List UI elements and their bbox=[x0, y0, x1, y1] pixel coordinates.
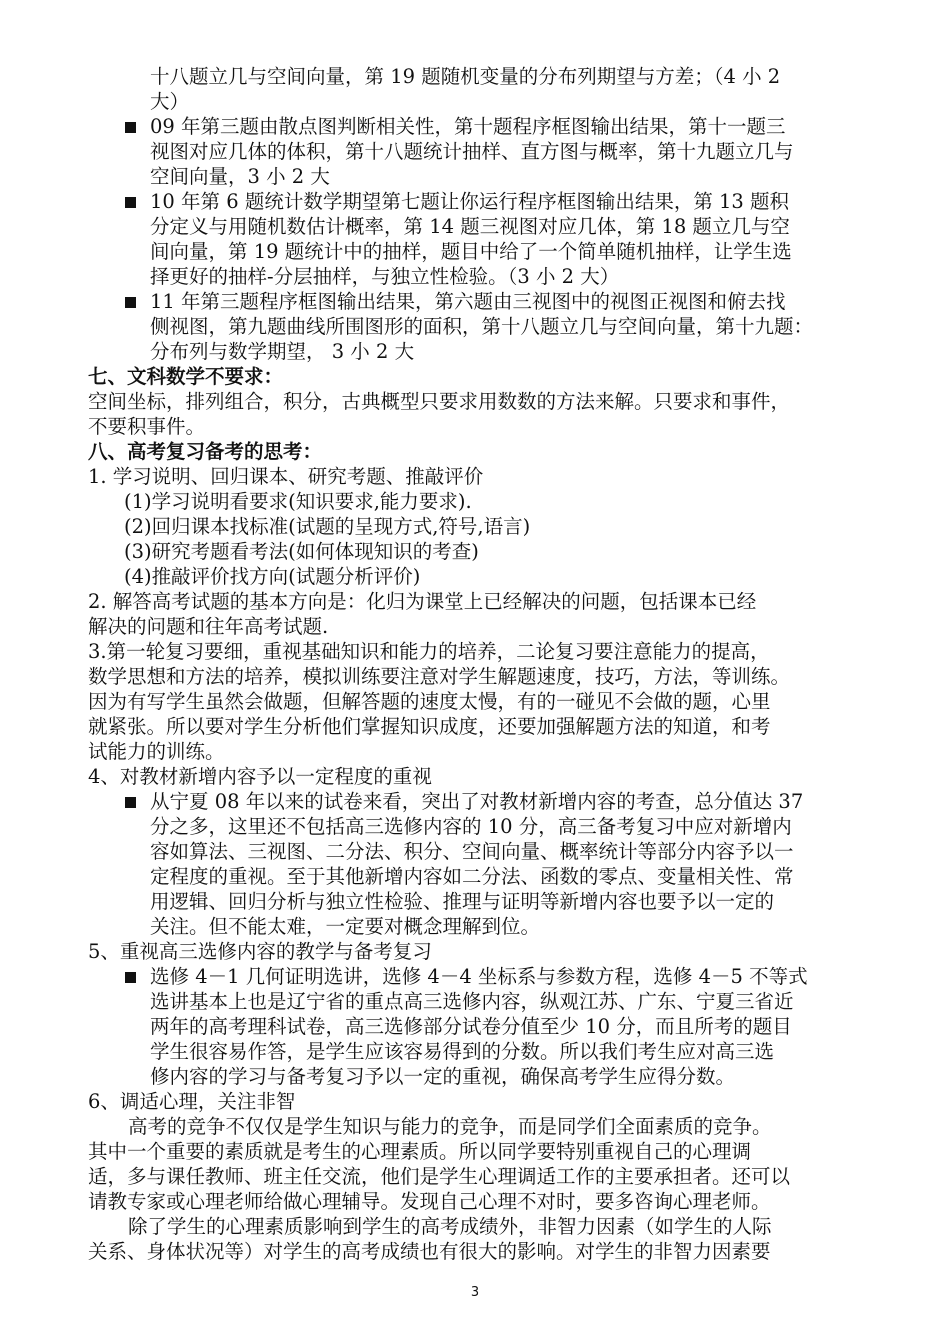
text-line: 分布列与数学期望， 3 小 2 大 bbox=[150, 340, 415, 363]
square-bullet-icon bbox=[125, 122, 136, 133]
paragraph-line: 其中一个重要的素质就是考生的心理素质。所以同学要特别重视自己的心理调 bbox=[88, 1140, 752, 1163]
text-line: 解决的问题和往年高考试题. bbox=[88, 615, 329, 638]
text-line: 视图对应几体的体积，第十八题统计抽样、直方图与概率，第十九题立几与 bbox=[150, 140, 794, 163]
page-number: 3 bbox=[470, 1285, 480, 1300]
text-line: 10 年第 6 题统计数学期望第七题让你运行程序框图输出结果，第 13 题积 bbox=[150, 190, 790, 213]
paragraph-line: 关系、身体状况等）对学生的高考成绩也有很大的影响。对学生的非智力因素要 bbox=[88, 1240, 771, 1263]
list-item bbox=[88, 964, 878, 1089]
text-line: 就紧张。所以要对学生分析他们掌握知识成度，还要加强解题方法的知道，和考 bbox=[88, 715, 771, 738]
text-line: 11 年第三题程序框图输出结果，第六题由三视图中的视图正视图和俯去找 bbox=[150, 290, 786, 313]
text-line: 空间向量，3 小 2 大 bbox=[150, 165, 330, 188]
numbered-item: 6、调适心理，关注非智 bbox=[88, 1090, 296, 1113]
text-line: 空间坐标，排列组合，积分，古典概型只要求用数数的方法来解。只要求和事件， bbox=[88, 390, 791, 413]
text-line: 选修 4－1 几何证明选讲，选修 4－4 坐标系与参数方程，选修 4－5 不等式 bbox=[150, 965, 808, 988]
sub-item: (1)学习说明看要求(知识要求,能力要求). bbox=[124, 490, 472, 513]
text-line: 不要积事件。 bbox=[88, 415, 206, 438]
text-line: 定程度的重视。至于其他新增内容如二分法、函数的零点、变量相关性、常 bbox=[150, 865, 794, 888]
text-line: 侧视图，第九题曲线所围图形的面积，第十八题立几与空间向量，第十九题： bbox=[150, 315, 814, 338]
paragraph-line: 除了学生的心理素质影响到学生的高考成绩外，非智力因素（如学生的人际 bbox=[128, 1215, 772, 1238]
sub-item: (3)研究考题看考法(如何体现知识的考查) bbox=[124, 540, 479, 563]
list-item bbox=[88, 64, 878, 114]
numbered-item: 4、对教材新增内容予以一定程度的重视 bbox=[88, 765, 432, 788]
list-item bbox=[88, 189, 878, 289]
text-line: 用逻辑、回归分析与独立性检验、推理与证明等新增内容也要予以一定的 bbox=[150, 890, 775, 913]
text-line: 间向量，第 19 题统计中的抽样，题目中给了一个简单随机抽样，让学生选 bbox=[150, 240, 792, 263]
paragraph-line: 请教专家或心理老师给做心理辅导。发现自己心理不对时，要多咨询心理老师。 bbox=[88, 1190, 771, 1213]
square-bullet-icon bbox=[125, 972, 136, 983]
paragraph-line: 适，多与课任教师、班主任交流，他们是学生心理调适工作的主要承担者。还可以 bbox=[88, 1165, 791, 1188]
text-line: 关注。但不能太难，一定要对概念理解到位。 bbox=[150, 915, 541, 938]
square-bullet-icon bbox=[125, 197, 136, 208]
text-line: 试能力的训练。 bbox=[88, 740, 225, 763]
text-line: 09 年第三题由散点图判断相关性，第十题程序框图输出结果，第十一题三 bbox=[150, 115, 786, 138]
sub-item: (2)回归课本找标准(试题的呈现方式,符号,语言) bbox=[124, 515, 531, 538]
text-line: 十八题立几与空间向量，第 19 题随机变量的分布列期望与方差；（4 小 2 bbox=[150, 65, 781, 88]
numbered-item: 1. 学习说明、回归课本、研究考题、推敲评价 bbox=[88, 465, 484, 488]
square-bullet-icon bbox=[125, 797, 136, 808]
text-line: 选讲基本上也是辽宁省的重点高三选修内容，纵观江苏、广东、宁夏三省近 bbox=[150, 990, 794, 1013]
list-item bbox=[88, 289, 878, 364]
paragraph-line: 高考的竞争不仅仅是学生知识与能力的竞争，而是同学们全面素质的竞争。 bbox=[128, 1115, 772, 1138]
text-line: 两年的高考理科试卷，高三选修部分试卷分值至少 10 分，而且所考的题目 bbox=[150, 1015, 792, 1038]
text-line: 容如算法、三视图、二分法、积分、空间向量、概率统计等部分内容予以一 bbox=[150, 840, 794, 863]
list-item bbox=[88, 114, 878, 189]
square-bullet-icon bbox=[125, 297, 136, 308]
numbered-item: 5、重视高三选修内容的教学与备考复习 bbox=[88, 940, 432, 963]
section-heading: 八、高考复习备考的思考： bbox=[88, 440, 323, 463]
numbered-item: 2. 解答高考试题的基本方向是：化归为课堂上已经解决的问题，包括课本已经 bbox=[88, 590, 757, 613]
text-line: 数学思想和方法的培养，模拟训练要注意对学生解题速度，技巧，方法，等训练。 bbox=[88, 665, 791, 688]
text-line: 择更好的抽样-分层抽样，与独立性检验。（3 小 2 大） bbox=[150, 265, 620, 288]
text-line: 分定义与用随机数估计概率，第 14 题三视图对应几体，第 18 题立几与空 bbox=[150, 215, 790, 238]
text-line: 修内容的学习与备考复习予以一定的重视，确保高考学生应得分数。 bbox=[150, 1065, 736, 1088]
list-item bbox=[88, 789, 878, 939]
text-line: 学生很容易作答，是学生应该容易得到的分数。所以我们考生应对高三选 bbox=[150, 1040, 775, 1063]
text-line: 分之多，这里还不包括高三选修内容的 10 分，高三备考复习中应对新增内 bbox=[150, 815, 792, 838]
sub-item: (4)推敲评价找方向(试题分析评价) bbox=[124, 565, 421, 588]
text-line: 从宁夏 08 年以来的试卷来看，突出了对教材新增内容的考查，总分值达 37 bbox=[150, 790, 804, 813]
text-line: 因为有写学生虽然会做题，但解答题的速度太慢，有的一碰见不会做的题，心里 bbox=[88, 690, 771, 713]
numbered-item: 3.第一轮复习要细，重视基础知识和能力的培养，二论复习要注意能力的提高， bbox=[88, 640, 770, 663]
section-heading: 七、文科数学不要求： bbox=[88, 365, 284, 388]
text-line: 大） bbox=[150, 90, 190, 113]
document-page bbox=[88, 64, 878, 1264]
